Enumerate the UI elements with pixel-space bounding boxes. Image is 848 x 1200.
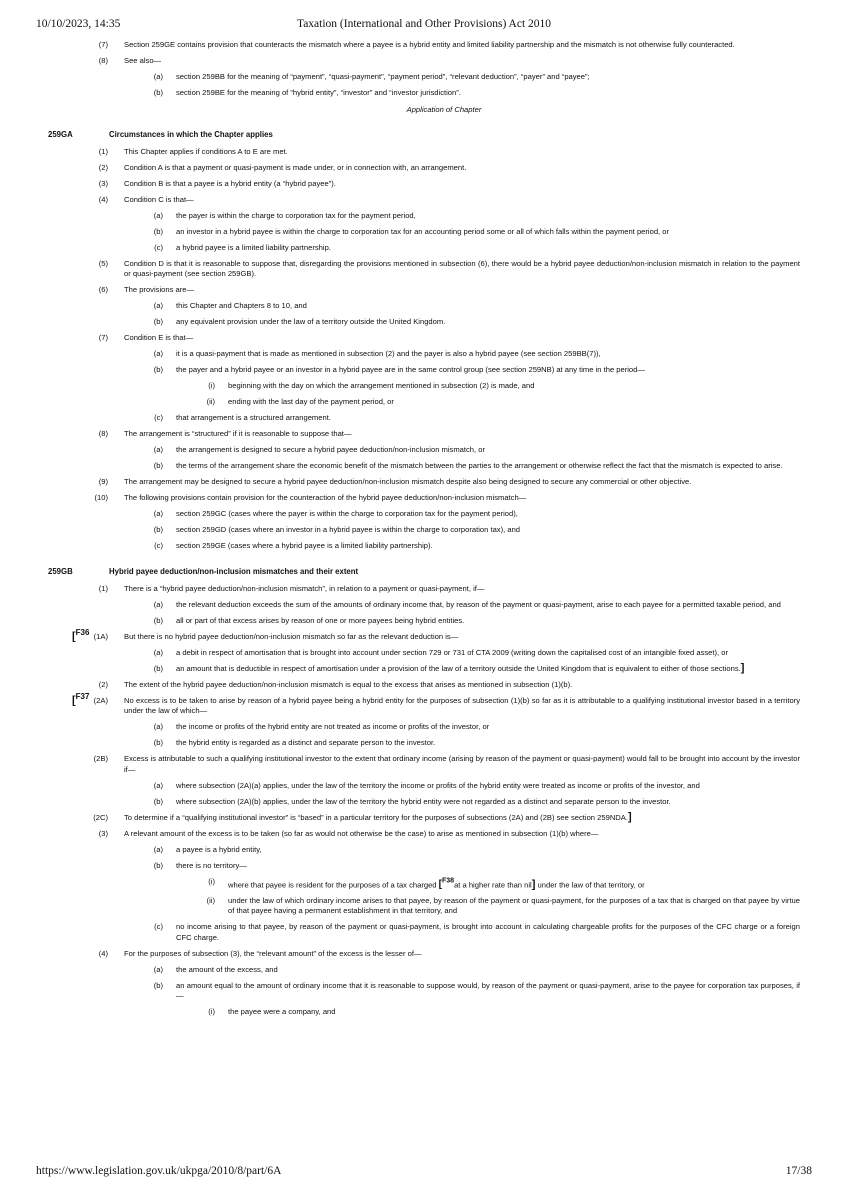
paragraph: [0, 797, 848, 808]
text-span: section 259GE (cases where a hybrid payee is a limited liability partnership).: [176, 541, 433, 550]
provision-text: [124, 829, 800, 840]
provision-text: [124, 632, 800, 643]
provision-text: [176, 349, 800, 360]
provision-text: [124, 810, 800, 824]
text-span: ending with the last day of the payment period, or: [228, 397, 394, 406]
cross-heading: Application of Chapter: [406, 104, 482, 114]
provision-number: (a): [153, 445, 163, 454]
provision-number: (c): [154, 922, 163, 932]
text-span: no income arising to that payee, by reason of the payment or quasi-payment, is brought into account in calculating chargeable profits for the purposes of the CFC charge or a foreign CFC charge.: [176, 922, 800, 942]
text-span: under the law of which ordinary income arises to that payee, by reason of the payment or quasi-payment, for the purposes of a tax that is charged on that payee by virtue of that payee having a permanent establishment in that territory, and: [228, 895, 800, 916]
text-span: There is a “hybrid payee deduction/non-inclusion mismatch”, in relation to a payment or quasi-payment, if—: [124, 583, 485, 593]
paragraph: [0, 413, 848, 424]
provision-number: (4): [98, 194, 108, 204]
provision-text: [176, 861, 800, 872]
provision-text: [176, 301, 800, 312]
provision-text: [124, 584, 800, 595]
text-span: the payee were a company, and: [228, 1007, 336, 1017]
spacer: [0, 557, 848, 567]
provision-number: (i): [208, 876, 215, 886]
provision-number: (b): [153, 461, 163, 470]
text-span: an investor in a hybrid payee is within the charge to corporation tax for an accounting period some or all of which falls within the payment period, or: [176, 226, 670, 236]
text-span: the arrangement is designed to secure a hybrid payee deduction/non-inclusion mismatch, or: [176, 445, 485, 454]
sub-paragraph: [0, 896, 848, 917]
provision-number: (b): [153, 738, 163, 747]
text-span: section 259GD (cases where an investor in a hybrid payee is within the charge to corporation tax), and: [176, 525, 521, 534]
sub-paragraph: [0, 381, 848, 392]
document-body: [0, 40, 848, 1023]
provision-text: [176, 88, 800, 99]
text-span: a payee is a hybrid entity,: [176, 844, 262, 854]
provision-text: [124, 163, 800, 174]
provision-number: (i): [208, 381, 215, 390]
text-span: beginning with the day on which the arrangement mentioned in subsection (2) is made, and: [228, 381, 535, 390]
provision-number: (b): [153, 365, 163, 374]
text-span: where subsection (2A)(b) applies, under the law of the territory the hybrid entity were not regarded as a distinct and separate person to the investor.: [176, 796, 671, 806]
subsection: [0, 754, 848, 775]
text-span: The provisions are—: [124, 285, 195, 294]
text-span: See also—: [124, 56, 162, 65]
text-span: For the purposes of subsection (3), the “relevant amount” of the excess is the lesser of—: [124, 948, 422, 958]
text-span: section 259GC (cases where the payer is within the charge to corporation tax for the payment period),: [176, 509, 518, 518]
page-footer: [0, 1165, 848, 1181]
text-span: any equivalent provision under the law of a territory outside the United Kingdom.: [176, 317, 446, 326]
provision-number: (2): [98, 162, 108, 172]
text-span: the payer is within the charge to corporation tax for the payment period,: [176, 210, 416, 220]
section-number: 259GB: [48, 567, 73, 576]
amendment-close-bracket: ]: [627, 810, 632, 823]
subsection: [0, 627, 848, 643]
section-title: Circumstances in which the Chapter applies: [109, 130, 273, 139]
provision-number: (10): [94, 493, 108, 502]
text-span: the income or profits of the hybrid entity are not treated as income or profits of the investor, or: [176, 722, 490, 731]
provision-text: [176, 211, 800, 222]
provision-number: (7): [98, 40, 108, 49]
sub-paragraph: [0, 1007, 848, 1018]
provision-text: [176, 72, 800, 83]
provision-number: (7): [98, 333, 108, 342]
provision-number: (6): [98, 285, 108, 294]
provision-text: [228, 397, 800, 408]
provision-text: [228, 1007, 800, 1018]
provision-text: [176, 661, 800, 675]
paragraph: [0, 461, 848, 472]
text-span: the relevant deduction exceeds the sum of the amounts of ordinary income that, by reason of the payment or quasi-payment, arise to each payee for a permitted taxable period, and: [176, 599, 781, 609]
provision-text: [228, 896, 800, 917]
provision-text: [124, 195, 800, 206]
header-title: Taxation (International and Other Provisions) Act 2010: [296, 18, 552, 30]
provision-text: [176, 981, 800, 1002]
provision-text: [176, 243, 800, 254]
provision-text: [124, 493, 800, 504]
text-span: Excess is attributable to such a qualifying institutional investor to the extent that ordinary income (arising by reason of the payment or quasi-payment) would fall to be brought into account by the investor if—: [124, 754, 800, 774]
subsection: [0, 493, 848, 504]
text-span: Condition C is that—: [124, 194, 194, 204]
subsection: [0, 949, 848, 960]
provision-text: [176, 365, 800, 376]
provision-text: [176, 525, 800, 536]
provision-number: (9): [98, 477, 108, 486]
subsection: [0, 680, 848, 691]
subsection: [0, 829, 848, 840]
provision-text: [176, 541, 800, 552]
provision-text: [176, 781, 800, 792]
provision-number: (8): [98, 429, 108, 438]
provision-text: [124, 147, 800, 158]
provision-number: (a): [153, 844, 163, 854]
provision-number: (c): [154, 242, 163, 252]
text-span: The extent of the hybrid payee deduction/non-inclusion mismatch is equal to the excess that arises as mentioned in subsection (1)(b).: [124, 679, 573, 689]
text-span: this Chapter and Chapters 8 to 10, and: [176, 301, 307, 310]
amendment-marker[interactable]: [$^{F38}$: [438, 877, 455, 890]
provision-text: [124, 477, 800, 488]
provision-number: (c): [154, 541, 163, 550]
provision-text: [124, 285, 800, 296]
section-number: 259GA: [48, 130, 73, 139]
provision-number: (a): [153, 210, 163, 220]
text-span: under the law of that territory, or: [535, 879, 645, 889]
text-span: there is no territory—: [176, 860, 247, 870]
provision-number: (a): [153, 301, 163, 310]
text-span: all or part of that excess arises by reason of one or more payees being hybrid entities.: [176, 615, 465, 625]
paragraph: [0, 981, 848, 1002]
text-span: No excess is to be taken to arise by reason of a hybrid payee being a hybrid entity for the purposes of subsection (1)(b) so far as it is attributable to a qualifying institutional investor based in a territory under the law of which—: [124, 695, 800, 715]
text-span: Condition A is that a payment or quasi-payment is made under, or in connection with, an arrangement.: [124, 162, 467, 172]
paragraph: [0, 349, 848, 360]
provision-number: (a): [153, 780, 163, 790]
provision-number: (i): [208, 1007, 215, 1017]
provision-number: (3): [98, 828, 108, 838]
paragraph: [0, 72, 848, 83]
section-heading: [0, 130, 848, 141]
provision-number: (b): [153, 525, 163, 534]
text-span: a hybrid payee is a limited liability partnership.: [176, 242, 331, 252]
paragraph: [0, 88, 848, 99]
provision-text: [176, 616, 800, 627]
provision-text: [124, 949, 800, 960]
provision-text: [176, 227, 800, 238]
provision-number: (b): [153, 980, 163, 990]
paragraph: [0, 600, 848, 611]
paragraph: [0, 227, 848, 238]
text-span: Section 259GE contains provision that counteracts the mismatch where a payee is a hybrid entity and limited liability partnership and the mismatch is not otherwise fully counteracted.: [124, 40, 735, 49]
provision-number: (1A): [93, 631, 108, 641]
amendment-marker[interactable]: [$^{F36}$: [72, 627, 90, 643]
sub-paragraph: [0, 877, 848, 891]
paragraph: [0, 541, 848, 552]
provision-number: (4): [98, 948, 108, 958]
provision-text: [176, 738, 800, 749]
provision-text: [228, 877, 800, 891]
provision-number: (b): [153, 796, 163, 806]
provision-text: [124, 259, 800, 280]
provision-text: [124, 333, 800, 344]
provision-text: [176, 461, 800, 472]
paragraph: [0, 317, 848, 328]
provision-number: (1): [98, 583, 108, 593]
provision-number: (a): [153, 72, 163, 81]
text-span: Condition B is that a payee is a hybrid entity (a “hybrid payee”).: [124, 178, 336, 188]
provision-text: [124, 56, 800, 67]
text-span: the payer and a hybrid payee or an investor in a hybrid payee are in the same control group (see section 259NB) at any time in the period—: [176, 365, 645, 374]
amended-text: at a higher rate than nil: [454, 879, 532, 889]
provision-number: (1): [98, 146, 108, 156]
paragraph: [0, 922, 848, 943]
paragraph: [0, 243, 848, 254]
provision-text: [176, 648, 800, 659]
subsection: [0, 195, 848, 206]
paragraph: [0, 365, 848, 376]
provision-number: (a): [153, 964, 163, 974]
provision-number: (b): [153, 860, 163, 870]
section-title: Hybrid payee deduction/non-inclusion mismatches and their extent: [109, 567, 359, 576]
provision-text: [228, 381, 800, 392]
text-span: it is a quasi-payment that is made as mentioned in subsection (2) and the payer is also a hybrid payee (see section 259BB(7)),: [176, 349, 601, 358]
paragraph: [0, 781, 848, 792]
text-span: an amount that is deductible in respect of amortisation under a provision of the law of a territory outside the United Kingdom that is equivalent to either of those sections.: [176, 663, 741, 673]
amendment-marker[interactable]: [$^{F37}$: [72, 691, 90, 707]
text-span: that arrangement is a structured arrangement.: [176, 413, 331, 422]
provision-text: [124, 40, 800, 51]
sub-paragraph: [0, 397, 848, 408]
text-span: The following provisions contain provision for the counteraction of the hybrid payee deduction/non-inclusion mismatch—: [124, 493, 527, 502]
text-span: the hybrid entity is regarded as a distinct and separate person to the investor.: [176, 738, 436, 747]
subsection: [0, 40, 848, 51]
provision-number: (8): [98, 56, 108, 65]
paragraph: [0, 965, 848, 976]
provision-text: [176, 600, 800, 611]
paragraph: [0, 845, 848, 856]
provision-number: (5): [98, 258, 108, 268]
provision-text: [176, 922, 800, 943]
text-span: Condition D is that it is reasonable to suppose that, disregarding the provisions mentioned in subsection (6), there would be a hybrid payee deduction/non-inclusion mismatch in relation to the payment or quasi-payment (see section 259GB).: [124, 258, 800, 278]
provision-number: (a): [153, 722, 163, 731]
provision-number: (b): [153, 615, 163, 625]
provision-number: (ii): [206, 895, 215, 905]
provision-number: (2A): [93, 695, 108, 705]
subsection: [0, 163, 848, 174]
text-span: section 259BB for the meaning of “payment”, “quasi-payment”, “payment period”, “relevant deduction”, “payer” and “payee”;: [176, 72, 590, 81]
section-heading: [0, 567, 848, 578]
subsection: [0, 810, 848, 824]
paragraph: [0, 738, 848, 749]
paragraph: [0, 301, 848, 312]
provision-text: [124, 179, 800, 190]
provision-number: (b): [153, 226, 163, 236]
text-span: where that payee is resident for the purposes of a tax charged: [228, 879, 439, 889]
paragraph: [0, 861, 848, 872]
page-header: [0, 18, 848, 34]
provision-text: [176, 413, 800, 424]
page-number: 17/38: [785, 1165, 812, 1177]
text-span: A relevant amount of the excess is to be taken (so far as would not otherwise be the case) to arise as mentioned in subsection (1)(b) where—: [124, 828, 599, 838]
subsection: [0, 584, 848, 595]
provision-text: [176, 722, 800, 733]
provision-text: [176, 965, 800, 976]
provision-number: (a): [153, 647, 163, 657]
provision-text: [124, 696, 800, 717]
text-span: an amount equal to the amount of ordinary income that it is reasonable to suppose would, by reason of the payment or quasi-payment, arise to the payee for corporation tax purposes, if—: [176, 980, 800, 1001]
provision-number: (a): [153, 509, 163, 518]
provision-number: (2): [98, 679, 108, 689]
header-datetime: 10/10/2023, 14:35: [36, 18, 121, 30]
amendment-close-bracket: ]: [531, 877, 536, 890]
footnote-ref[interactable]: F37: [75, 691, 90, 701]
footer-url[interactable]: https://www.legislation.gov.uk/ukpga/2010/8/part/6A: [36, 1165, 282, 1177]
provision-text: [124, 680, 800, 691]
paragraph: [0, 616, 848, 627]
text-span: Condition E is that—: [124, 333, 194, 342]
provision-text: [124, 754, 800, 775]
paragraph: [0, 211, 848, 222]
text-span: section 259BE for the meaning of “hybrid entity”, “investor” and “investor jurisdiction”.: [176, 88, 461, 97]
subsection: [0, 259, 848, 280]
text-span: The arrangement may be designed to secure a hybrid payee deduction/non-inclusion mismatch despite also being designed to secure any commercial or other objective.: [124, 477, 692, 486]
subsection: [0, 333, 848, 344]
subsection: [0, 56, 848, 67]
provision-text: [176, 509, 800, 520]
text-span: a debit in respect of amortisation that is brought into account under section 729 or 731 of CTA 2009 (writing down the capitalised cost of an intangible fixed asset), or: [176, 647, 728, 657]
text-span: where subsection (2A)(a) applies, under the law of the territory the income or profits of the hybrid entity were treated as income or profits of the investor, and: [176, 780, 700, 790]
paragraph: [0, 509, 848, 520]
provision-text: [124, 429, 800, 440]
subsection: [0, 429, 848, 440]
provision-number: (3): [98, 178, 108, 188]
provision-number: (b): [153, 663, 163, 673]
paragraph: [0, 722, 848, 733]
subsection: [0, 179, 848, 190]
provision-number: (2B): [93, 754, 108, 763]
provision-text: [176, 845, 800, 856]
footnote-ref[interactable]: F38: [442, 877, 455, 885]
provision-number: (b): [153, 317, 163, 326]
provision-number: (a): [153, 349, 163, 358]
text-span: the terms of the arrangement share the economic benefit of the mismatch between the parties to the arrangement or otherwise reflect the fact that the mismatch is expected to arise.: [176, 461, 783, 470]
subsection: [0, 147, 848, 158]
paragraph: [0, 661, 848, 675]
provision-number: (b): [153, 88, 163, 97]
provision-text: [176, 317, 800, 328]
text-span: The arrangement is “structured” if it is reasonable to suppose that—: [124, 429, 352, 438]
provision-text: [176, 445, 800, 456]
provision-text: [176, 797, 800, 808]
subsection: [0, 477, 848, 488]
amendment-close-bracket: ]: [740, 661, 745, 674]
paragraph: [0, 445, 848, 456]
subsection: [0, 285, 848, 296]
paragraph: [0, 648, 848, 659]
provision-number: (a): [153, 599, 163, 609]
provision-number: (ii): [206, 397, 215, 406]
text-span: This Chapter applies if conditions A to E are met.: [124, 146, 288, 156]
text-span: But there is no hybrid payee deduction/non-inclusion mismatch so far as the relevant deduction is—: [124, 631, 459, 641]
subsection: [0, 691, 848, 717]
provision-number: (c): [154, 413, 163, 422]
footnote-ref[interactable]: F36: [75, 627, 90, 637]
paragraph: [0, 525, 848, 536]
text-span: To determine if a “qualifying institutional investor” is “based” in a particular territory for the purposes of subsections (2A) and (2B) see section 259NDA.: [124, 812, 628, 822]
text-span: the amount of the excess, and: [176, 964, 278, 974]
provision-number: (2C): [93, 812, 108, 822]
